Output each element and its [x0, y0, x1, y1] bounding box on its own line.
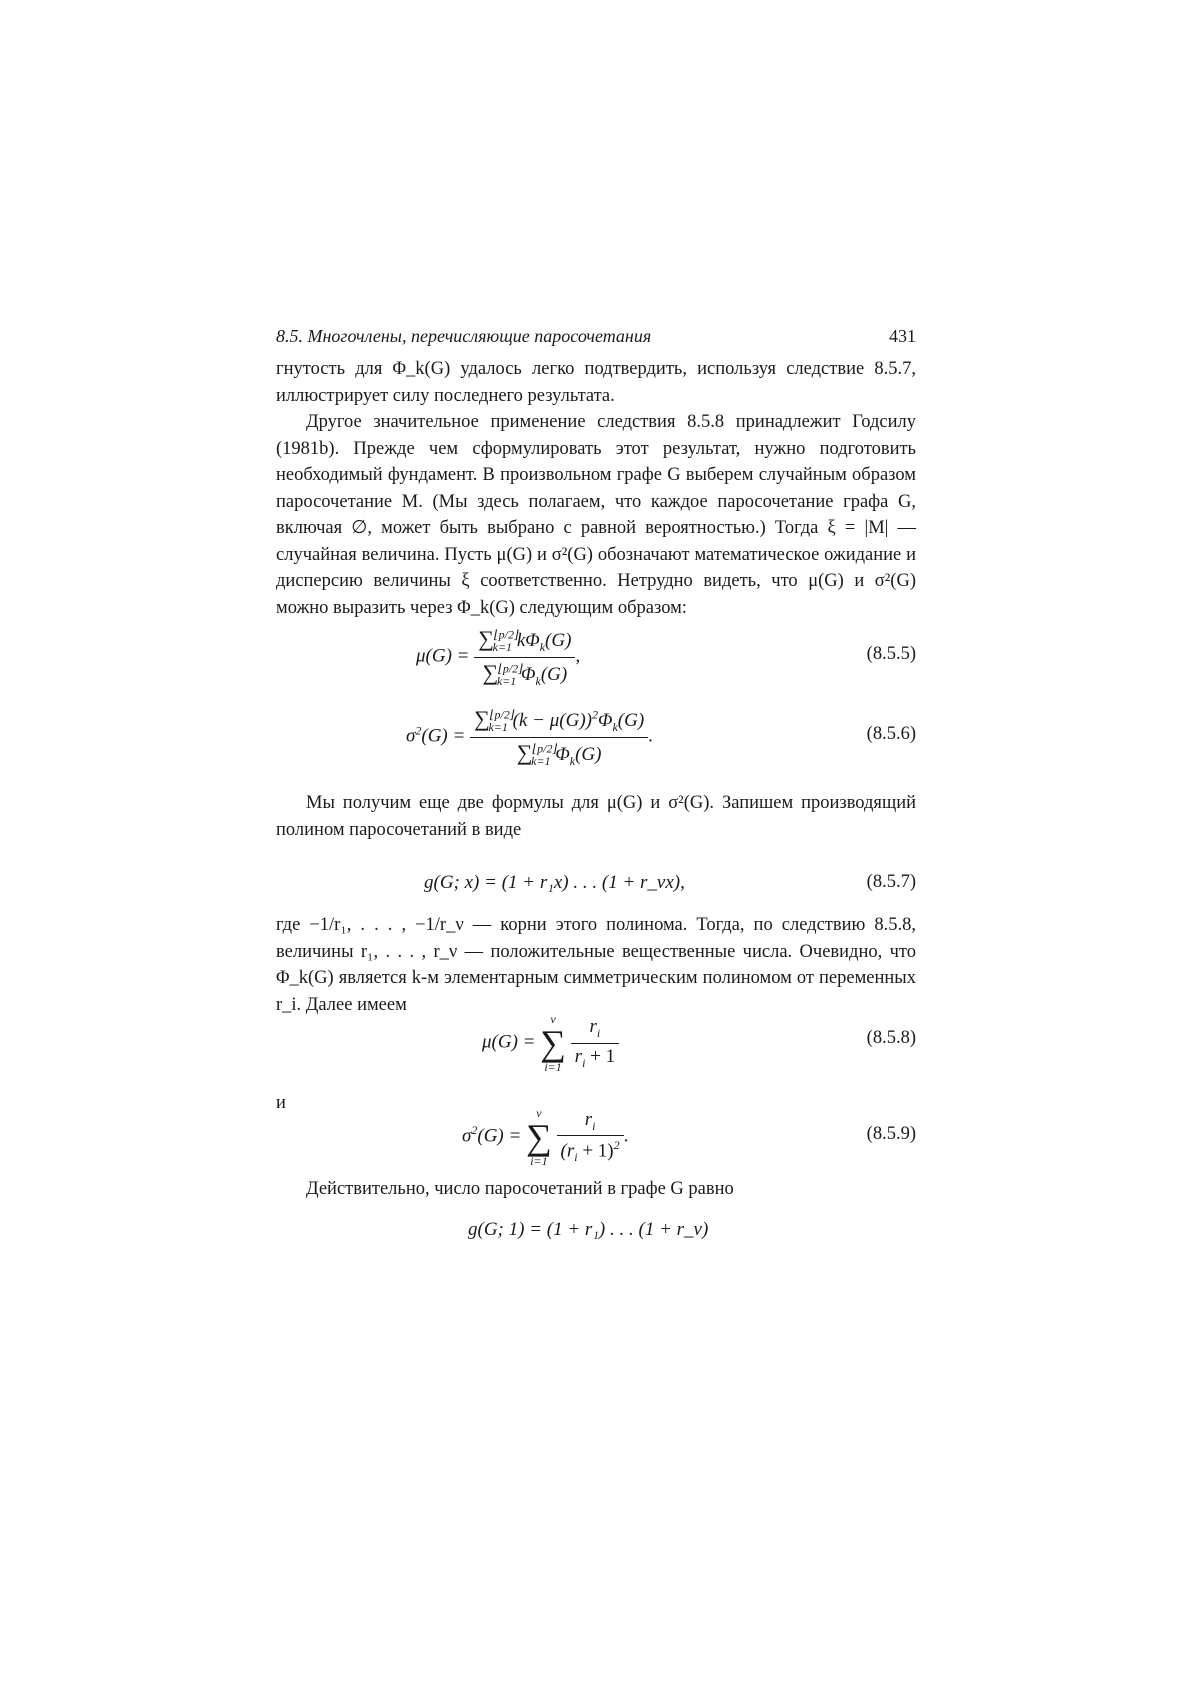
eq-859-fraction: $\frac{r_i}{(r_i + 1)^2}$ [557, 1109, 624, 1166]
eq-859-sum: ν ∑ i=1 [526, 1106, 552, 1168]
conjunction-text: и [276, 1093, 286, 1113]
eq-856-fraction: $\frac{\sum^{⌊p/2⌋}_{k=1} (k - \mu(G))^2\Phi_k(G)}{\sum^{⌊p/2⌋}_{k=1} \Phi_k(G)}$ [470, 706, 648, 769]
eq-855-fraction: $\frac{\sum^{⌊p/2⌋}_{k=1} k\Phi_k(G)}{\sum^{⌊p/2⌋}_{k=1} \Phi_k(G)}$ [474, 626, 575, 689]
paragraph-3-text: Мы получим еще две формулы для μ(G) и σ²(G). Запишем производящий полином паросочетаний в виде [276, 793, 916, 840]
eq-857-number: (8.5.7) [866, 872, 916, 892]
page-number: 431 [889, 326, 916, 346]
paragraph-1-text: гнутость для Φ_k(G) удалось легко подтвердить, используя следствие 8.5.7, иллюстрирует силу последнего результата. [276, 359, 916, 406]
paragraph-3 [276, 790, 916, 843]
equation-8-5-5: μ(G) = $\frac{\sum^{⌊p/2⌋}_{k=1} k\Phi_k(G)}{\sum^{⌊p/2⌋}_{k=1} \Phi_k(G)}$ , (8.5.5) [416, 626, 916, 688]
paragraph-5-text: Действительно, число паросочетаний в графе G равно [306, 1179, 734, 1199]
equation-last [276, 1219, 916, 1249]
paragraph-4-text: где −1/r₁, . . . , −1/r_ν — корни этого полинома. Тогда, по следствию 8.5.8, величины r₁, . . . , r_ν — положительные вещественные числа. Очевидно, что Φ_k(G) является k-м элементарным симметрическим полиномом от переменных r_i. Далее имеем [276, 915, 916, 1015]
eq-859-number: (8.5.9) [866, 1124, 916, 1144]
equation-8-5-7 [276, 872, 916, 902]
paragraph-5 [276, 1176, 916, 1203]
paragraph-1 [276, 356, 916, 409]
eq-857-expr: g(G; x) = (1 + r₁x) . . . (1 + r_νx), [424, 872, 685, 893]
eq-858-number: (8.5.8) [866, 1028, 916, 1048]
equation-8-5-9: $\sigma^2(G)$ = ν ∑ i=1 $\frac{r_i}{(r_i + 1)^2}$ . (8.5.9) [462, 1106, 916, 1168]
eq-855-number: (8.5.5) [866, 644, 916, 664]
chapter-title: 8.5. Многочлены, перечисляющие паросочетания [276, 326, 652, 346]
equation-8-5-8: μ(G) = ν ∑ i=1 $\frac{r_i}{r_i + 1}$ (8.5.8) [482, 1012, 916, 1074]
eq-858-sum: ν ∑ i=1 [540, 1012, 566, 1074]
eq-855-lhs: μ(G) = [416, 645, 470, 667]
eq-last-expr: g(G; 1) = (1 + r₁) . . . (1 + r_ν) [468, 1219, 709, 1240]
paragraph-4 [276, 912, 916, 1018]
paragraph-2-text: Другое значительное применение следствия 8.5.8 принадлежит Годсилу (1981b). Прежде чем сформулировать этот результат, нужно подготовить необходимый фундамент. В произвольном графе G выберем случайным образом паросочетание M. (Мы здесь полагаем, что каждое паросочетание графа G, включая ∅, может быть выбрано с равной вероятностью.) Тогда ξ = |M| — случайная величина. Пусть μ(G) и σ²(G) обозначают математическое ожидание и дисперсию величины ξ соответственно. Нетрудно видеть, что μ(G) и σ²(G) можно выразить через Φ_k(G) следующим образом: [276, 412, 916, 618]
paragraph-2 [276, 409, 916, 621]
eq-856-number: (8.5.6) [866, 724, 916, 744]
eq-858-fraction: $\frac{r_i}{r_i + 1}$ [571, 1016, 619, 1071]
equation-8-5-6: $\sigma^2(G)$ = $\frac{\sum^{⌊p/2⌋}_{k=1} (k - \mu(G))^2\Phi_k(G)}{\sum^{⌊p/2⌋}_{k=1} \Phi_k(G)}$ . (8.5.6) [406, 706, 916, 768]
